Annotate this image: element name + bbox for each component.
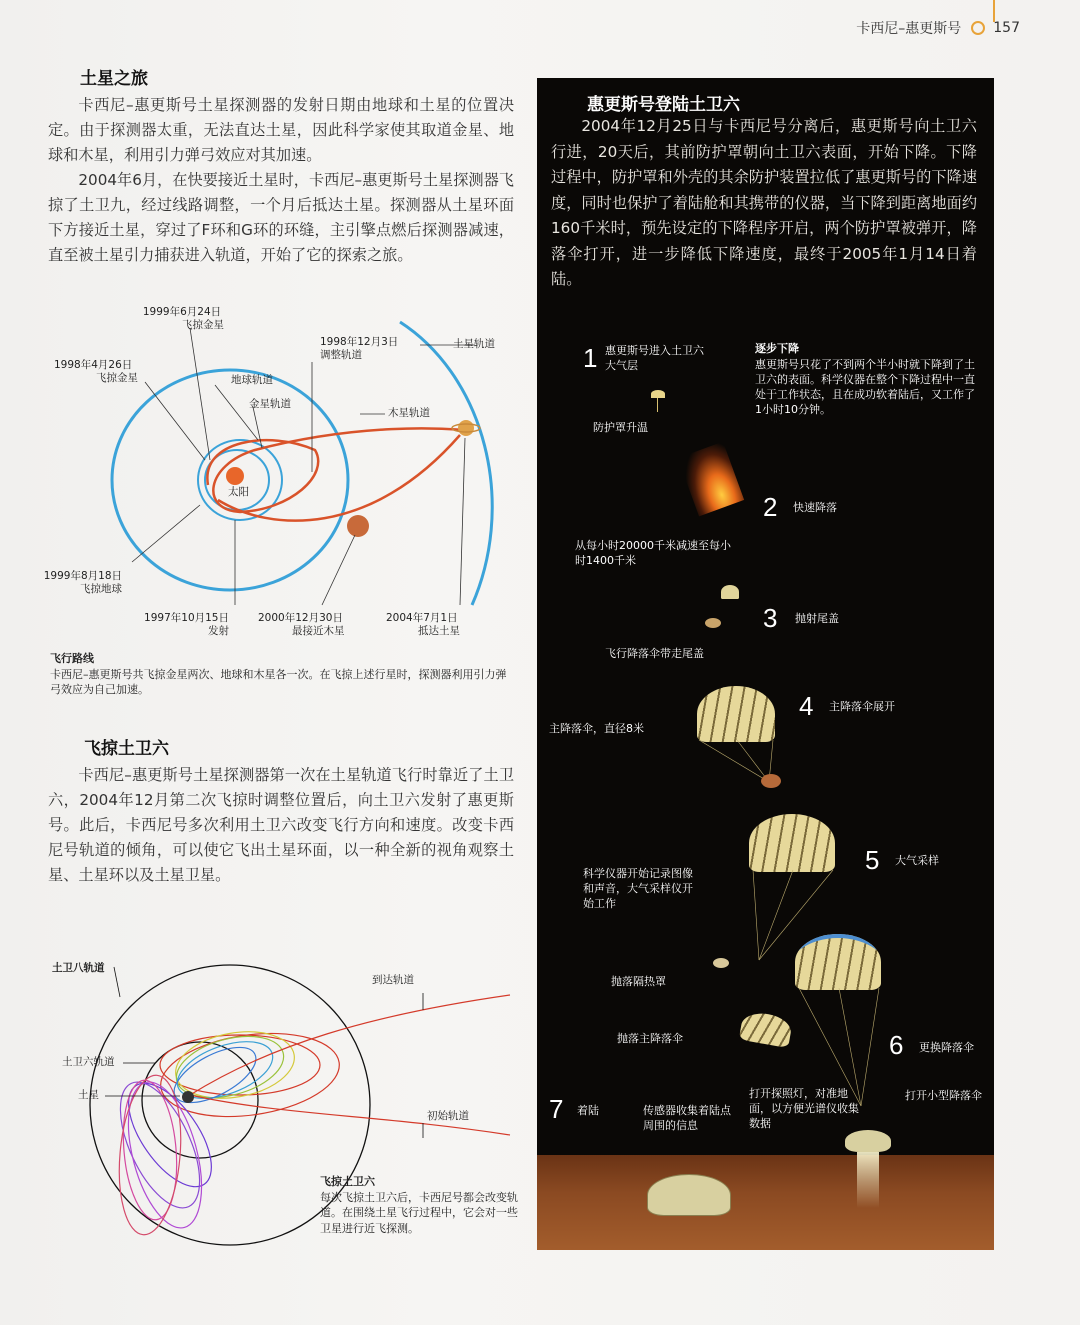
venus-flyby-1-label: 1998年4月26日 飞掠金星	[54, 359, 138, 384]
jupiter-icon	[347, 515, 369, 537]
landing-paragraph: 2004年12月25日与卡西尼号分离后，惠更斯号向土卫六行进，20天后，其前防护罩朝向土卫六表面，开始下降。下降过程中，防护罩和外壳的其余防护装置拉低了惠更斯号的下降速度，同时也保护了着陆舱和其携带的仪器，当下降到距离地面约160千米时，预先设定的下降程序开启，两个防护罩被弹开，降落伞打开，进一步降低下降速度，最终于2005年1月14日着陆。	[551, 117, 977, 288]
searchlight-label: 打开探照灯，对准地面，以方便光谱仪收集数据	[749, 1087, 859, 1130]
step-5-number: 5	[865, 845, 880, 875]
entry-fireball-icon	[678, 442, 744, 517]
flight-path-caption: 飞行路线 卡西尼–惠更斯号共飞掠金星两次、地球和木星各一次。在飞掠上述行星时，探测器利用引力弹弓效应为自己加速。	[50, 652, 507, 696]
searchlight-beam-icon	[857, 1152, 879, 1208]
descending-probe-icon	[845, 1130, 891, 1152]
page-header	[856, 18, 1020, 38]
pilot-chute-icon	[721, 585, 739, 599]
step-4-number: 4	[799, 691, 814, 721]
earth-flyby-label: 1999年8月18日 飞掠地球	[43, 570, 122, 595]
page-number: 157	[993, 20, 1020, 36]
small-parachute-icon	[795, 934, 881, 990]
titan-flyby-caption: 飞掠土卫六 每次飞掠土卫六后，卡西尼号都会改变轨道。在围绕土星飞行过程中，它会对一些卫星进行近飞探测。	[320, 1175, 518, 1235]
probe-icon	[761, 774, 781, 788]
voyage-paragraph-2: 2004年6月，在快要接近土星时，卡西尼–惠更斯号土星探测器飞掠了土卫九，经过线路调整，一个月后抵达土星。探测器从土星环面下方接近土星，穿过了F环和G环的环缝，主引擎点燃后探测器减速，直至被土星引力捕获进入轨道，开始了它的探索之旅。	[48, 171, 514, 264]
initial-orbit-label: 初始轨道	[427, 1110, 469, 1122]
step-2-number: 2	[763, 492, 778, 522]
voyage-title: 土星之旅	[80, 69, 148, 89]
saturn-label: 土星	[78, 1089, 99, 1101]
venus-flyby-2-label: 1999年6月24日 飞掠金星	[142, 306, 224, 331]
saturn-icon	[458, 420, 474, 436]
arrival-orbit-path	[190, 995, 510, 1095]
gradual-descent-text: 惠更斯号只花了不到两个半小时就下降到了土卫六的表面。科学仪器在整个下降过程中一直处于工作状态，且在成功软着陆后，又工作了1小时10分钟。	[755, 358, 975, 416]
spacecraft-path	[207, 428, 465, 512]
gradual-descent-title: 逐步下降	[755, 342, 799, 355]
dropped-main-chute-icon	[739, 1010, 793, 1048]
voyage-paragraph-1: 卡西尼–惠更斯号土星探测器的发射日期由地球和土星的位置决定。由于探测器太重，无法直达土星，因此科学家使其取道金星、地球和木星，利用引力弹弓效应对其加速。	[48, 96, 514, 164]
arrival-orbit-label: 到达轨道	[372, 974, 414, 986]
saturn-icon	[182, 1091, 194, 1103]
jupiter-closest-label: 2000年12月30日 最接近木星	[258, 612, 345, 637]
titan-paragraph: 卡西尼–惠更斯号土星探测器第一次在土星轨道飞行时靠近了土卫六，2004年12月第二次飞掠时调整位置后，向土卫六发射了惠更斯号。此后，卡西尼号多次利用土卫六改变飞行方向和速度。改变卡西尼号轨道的倾角，可以使它飞出土星环面，以一种全新的视角观察土星、土星环以及土星卫星。	[48, 766, 514, 884]
titan-leader-lines	[105, 967, 423, 1138]
saturn-arrival-label: 2004年7月1日 抵达土星	[386, 612, 460, 637]
venus-orbit-label: 金星轨道	[249, 398, 291, 410]
step-1-number: 1	[583, 343, 598, 373]
main-chute-size-label: 主降落伞，直径8米	[549, 722, 644, 735]
deceleration-label: 从每小时20000千米减速至每小时1400千米	[575, 539, 731, 567]
sun-icon	[226, 467, 244, 485]
science-start-label: 科学仪器开始记录图像和声音，大气采样仪开始工作	[583, 867, 693, 910]
drop-main-chute-label: 抛落主降落伞	[617, 1032, 683, 1045]
step-7-number: 7	[549, 1094, 564, 1124]
step-3-number: 3	[763, 603, 778, 633]
sampling-parachute-icon	[749, 814, 835, 872]
titan-surface	[537, 1155, 994, 1250]
titan-orbit-path	[142, 1042, 258, 1158]
landed-probe-icon	[647, 1174, 731, 1216]
step-7-label: 着陆	[577, 1104, 599, 1117]
back-cover-icon	[705, 618, 721, 628]
drop-heatshield-label: 抛落隔热罩	[611, 975, 666, 988]
huygens-landing-panel	[537, 78, 994, 1250]
sensor-label: 传感器收集着陆点周围的信息	[643, 1104, 731, 1132]
voyage-section	[48, 64, 514, 268]
main-parachute-icon	[697, 686, 775, 742]
titan-section	[48, 734, 514, 888]
jupiter-orbit-label: 木星轨道	[388, 407, 430, 419]
leader-lines	[132, 328, 475, 605]
heatshield-stem	[657, 398, 658, 412]
step-3-label: 抛射尾盖	[795, 612, 839, 625]
flight-path-svg	[40, 300, 520, 650]
titan-orbit-label: 土卫六轨道	[62, 1056, 115, 1068]
launch-label: 1997年10月15日 发射	[144, 612, 229, 637]
heatshield-label: 防护罩升温	[593, 421, 648, 434]
chapter-title: 卡西尼–惠更斯号	[856, 21, 962, 37]
page-marker-icon	[971, 21, 985, 35]
iapetus-orbit-label: 土卫八轨道	[52, 962, 105, 974]
step-1-label: 惠更斯号进入土卫六大气层	[605, 344, 704, 372]
saturn-orbit-path	[400, 322, 492, 605]
step-6-number: 6	[889, 1030, 904, 1060]
cassini-orbit-loops	[104, 1023, 345, 1237]
heatshield-icon	[651, 390, 665, 398]
small-chute-label: 打开小型降落伞	[905, 1089, 982, 1102]
pilot-chute-label: 飞行降落伞带走尾盖	[605, 647, 704, 660]
heatshield-drop-icon	[713, 958, 729, 968]
sun-label: 太阳	[228, 486, 249, 498]
flight-path-diagram	[40, 300, 520, 650]
earth-orbit-label: 地球轨道	[231, 374, 273, 386]
titan-title: 飞掠土卫六	[84, 739, 169, 759]
step-4-label: 主降落伞展开	[829, 700, 895, 713]
step-5-label: 大气采样	[895, 854, 939, 867]
spacecraft-path-2	[218, 435, 460, 521]
course-correction-label: 1998年12月3日 调整轨道	[320, 336, 399, 361]
saturn-orbit-label: 土星轨道	[453, 338, 495, 350]
step-2-label: 快速降落	[793, 501, 837, 514]
landing-title: 惠更斯号登陆土卫六	[587, 95, 740, 115]
step-6-label: 更换降落伞	[919, 1041, 974, 1054]
